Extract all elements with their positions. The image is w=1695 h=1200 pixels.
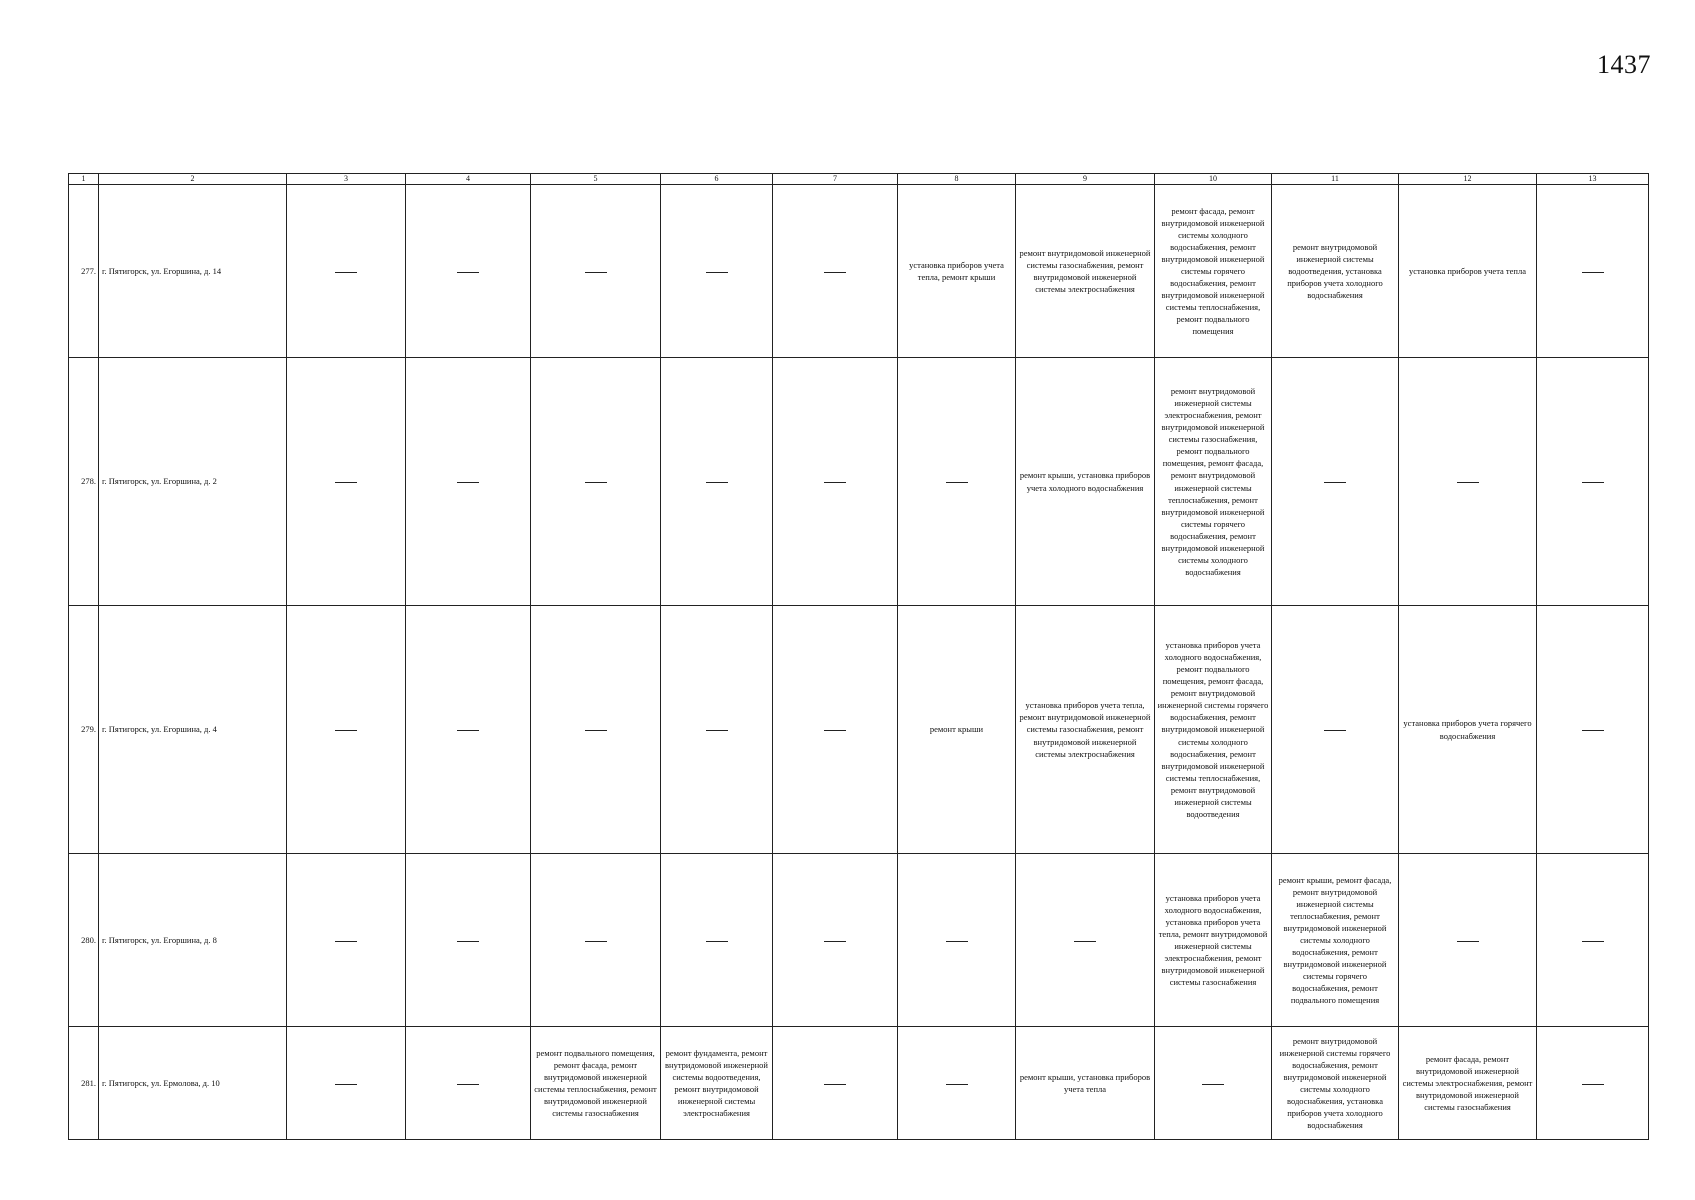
dash-mark — [1582, 272, 1604, 273]
column-number: 1 — [69, 174, 99, 185]
empty-cell — [1155, 1027, 1272, 1140]
work-cell: установка приборов учета тепла, ремонт крыши — [898, 185, 1016, 358]
empty-cell — [287, 1027, 406, 1140]
dash-mark — [824, 482, 846, 483]
table-body — [69, 174, 1649, 1140]
table-row — [69, 606, 1649, 854]
empty-cell — [773, 1027, 898, 1140]
dash-mark — [1074, 941, 1096, 942]
empty-cell — [1537, 185, 1649, 358]
empty-cell — [661, 606, 773, 854]
address-cell: г. Пятигорск, ул. Егоршина, д. 4 — [99, 606, 287, 854]
dash-mark — [1324, 482, 1346, 483]
works-table-container — [68, 173, 1648, 1140]
empty-cell — [1537, 606, 1649, 854]
empty-cell — [898, 358, 1016, 606]
work-cell: ремонт внутридомовой инженерной системы электроснабжения, ремонт внутридомовой инженерной системы газоснабжения, ремонт подвального помещения, ремонт фасада, ремонт внутридомовой инженерной системы теплоснабжения, ремонт внутридомовой инженерной системы горячего водоснабжения, ремонт внутридомовой инженерной системы холодного водоснабжения — [1155, 358, 1272, 606]
table-row — [69, 358, 1649, 606]
work-cell: ремонт крыши — [898, 606, 1016, 854]
dash-mark — [824, 941, 846, 942]
dash-mark — [457, 730, 479, 731]
empty-cell — [1272, 358, 1399, 606]
empty-cell — [531, 185, 661, 358]
empty-cell — [661, 358, 773, 606]
empty-cell — [287, 854, 406, 1027]
row-number: 279. — [69, 606, 99, 854]
dash-mark — [335, 482, 357, 483]
work-cell: ремонт фасада, ремонт внутридомовой инженерной системы электроснабжения, ремонт внутридомовой инженерной системы газоснабжения — [1399, 1027, 1537, 1140]
work-cell: ремонт крыши, ремонт фасада, ремонт внутридомовой инженерной системы теплоснабжения, ремонт внутридомовой инженерной системы холодного водоснабжения, ремонт внутридомовой инженерной системы горячего водоснабжения, ремонт подвального помещения — [1272, 854, 1399, 1027]
empty-cell — [1537, 358, 1649, 606]
dash-mark — [946, 941, 968, 942]
empty-cell — [287, 358, 406, 606]
table-row — [69, 854, 1649, 1027]
dash-mark — [706, 941, 728, 942]
dash-mark — [706, 272, 728, 273]
empty-cell — [287, 606, 406, 854]
dash-mark — [1582, 1084, 1604, 1085]
empty-cell — [406, 606, 531, 854]
address-cell: г. Пятигорск, ул. Егоршина, д. 8 — [99, 854, 287, 1027]
dash-mark — [706, 482, 728, 483]
dash-mark — [335, 941, 357, 942]
work-cell: установка приборов учета холодного водоснабжения, ремонт подвального помещения, ремонт фасада, ремонт внутридомовой инженерной системы горячего водоснабжения, ремонт внутридомовой инженерной системы холодного водоснабжения, ремонт внутридомовой инженерной системы теплоснабжения, ремонт внутридомовой инженерной системы водоотведения — [1155, 606, 1272, 854]
dash-mark — [1202, 1084, 1224, 1085]
empty-cell — [406, 185, 531, 358]
empty-cell — [898, 854, 1016, 1027]
empty-cell — [406, 358, 531, 606]
work-cell: установка приборов учета горячего водоснабжения — [1399, 606, 1537, 854]
row-number: 277. — [69, 185, 99, 358]
empty-cell — [1537, 1027, 1649, 1140]
address-cell: г. Пятигорск, ул. Егоршина, д. 2 — [99, 358, 287, 606]
dash-mark — [335, 1084, 357, 1085]
column-number: 7 — [773, 174, 898, 185]
column-number: 12 — [1399, 174, 1537, 185]
empty-cell — [1537, 854, 1649, 1027]
empty-cell — [531, 358, 661, 606]
dash-mark — [457, 941, 479, 942]
work-cell: ремонт внутридомовой инженерной системы газоснабжения, ремонт внутридомовой инженерной системы электроснабжения — [1016, 185, 1155, 358]
dash-mark — [1582, 941, 1604, 942]
row-number: 280. — [69, 854, 99, 1027]
empty-cell — [898, 1027, 1016, 1140]
column-number: 8 — [898, 174, 1016, 185]
empty-cell — [531, 854, 661, 1027]
work-cell: установка приборов учета тепла — [1399, 185, 1537, 358]
dash-mark — [1324, 730, 1346, 731]
empty-cell — [531, 606, 661, 854]
column-number: 5 — [531, 174, 661, 185]
work-cell: установка приборов учета холодного водоснабжения, установка приборов учета тепла, ремонт внутридомовой инженерной системы электроснабжения, ремонт внутридомовой инженерной системы газоснабжения — [1155, 854, 1272, 1027]
empty-cell — [661, 185, 773, 358]
empty-cell — [287, 185, 406, 358]
column-number: 2 — [99, 174, 287, 185]
empty-cell — [406, 854, 531, 1027]
dash-mark — [585, 482, 607, 483]
work-cell: ремонт подвального помещения, ремонт фасада, ремонт внутридомовой инженерной системы теплоснабжения, ремонт внутридомовой инженерной системы газоснабжения — [531, 1027, 661, 1140]
column-number: 3 — [287, 174, 406, 185]
column-number-row — [69, 174, 1649, 185]
address-cell: г. Пятигорск, ул. Егоршина, д. 14 — [99, 185, 287, 358]
column-number: 11 — [1272, 174, 1399, 185]
work-cell: установка приборов учета тепла, ремонт внутридомовой инженерной системы газоснабжения, ремонт внутридомовой инженерной системы электроснабжения — [1016, 606, 1155, 854]
dash-mark — [335, 272, 357, 273]
dash-mark — [946, 482, 968, 483]
dash-mark — [585, 941, 607, 942]
column-number: 13 — [1537, 174, 1649, 185]
address-cell: г. Пятигорск, ул. Ермолова, д. 10 — [99, 1027, 287, 1140]
dash-mark — [335, 730, 357, 731]
work-cell: ремонт внутридомовой инженерной системы водоотведения, установка приборов учета холодного водоснабжения — [1272, 185, 1399, 358]
work-cell: ремонт крыши, установка приборов учета холодного водоснабжения — [1016, 358, 1155, 606]
works-table — [68, 173, 1649, 1140]
dash-mark — [1582, 730, 1604, 731]
empty-cell — [1399, 854, 1537, 1027]
empty-cell — [1272, 606, 1399, 854]
work-cell: ремонт внутридомовой инженерной системы горячего водоснабжения, ремонт внутридомовой инженерной системы холодного водоснабжения, установка приборов учета холодного водоснабжения — [1272, 1027, 1399, 1140]
empty-cell — [773, 606, 898, 854]
row-number: 278. — [69, 358, 99, 606]
column-number: 10 — [1155, 174, 1272, 185]
dash-mark — [824, 272, 846, 273]
dash-mark — [457, 482, 479, 483]
dash-mark — [824, 730, 846, 731]
dash-mark — [1457, 941, 1479, 942]
row-number: 281. — [69, 1027, 99, 1140]
work-cell: ремонт фасада, ремонт внутридомовой инженерной системы холодного водоснабжения, ремонт внутридомовой инженерной системы горячего водоснабжения, ремонт внутридомовой инженерной системы теплоснабжения, ремонт подвального помещения — [1155, 185, 1272, 358]
dash-mark — [706, 730, 728, 731]
table-row — [69, 1027, 1649, 1140]
empty-cell — [773, 854, 898, 1027]
column-number: 4 — [406, 174, 531, 185]
dash-mark — [1582, 482, 1604, 483]
work-cell: ремонт фундамента, ремонт внутридомовой инженерной системы водоотведения, ремонт внутридомовой инженерной системы электроснабжения — [661, 1027, 773, 1140]
dash-mark — [1457, 482, 1479, 483]
empty-cell — [406, 1027, 531, 1140]
empty-cell — [773, 185, 898, 358]
dash-mark — [585, 730, 607, 731]
empty-cell — [773, 358, 898, 606]
work-cell: ремонт крыши, установка приборов учета тепла — [1016, 1027, 1155, 1140]
column-number: 9 — [1016, 174, 1155, 185]
empty-cell — [1016, 854, 1155, 1027]
empty-cell — [661, 854, 773, 1027]
page-number: 1437 — [1597, 50, 1651, 79]
dash-mark — [585, 272, 607, 273]
empty-cell — [1399, 358, 1537, 606]
table-row — [69, 185, 1649, 358]
dash-mark — [457, 1084, 479, 1085]
column-number: 6 — [661, 174, 773, 185]
dash-mark — [946, 1084, 968, 1085]
dash-mark — [457, 272, 479, 273]
dash-mark — [824, 1084, 846, 1085]
